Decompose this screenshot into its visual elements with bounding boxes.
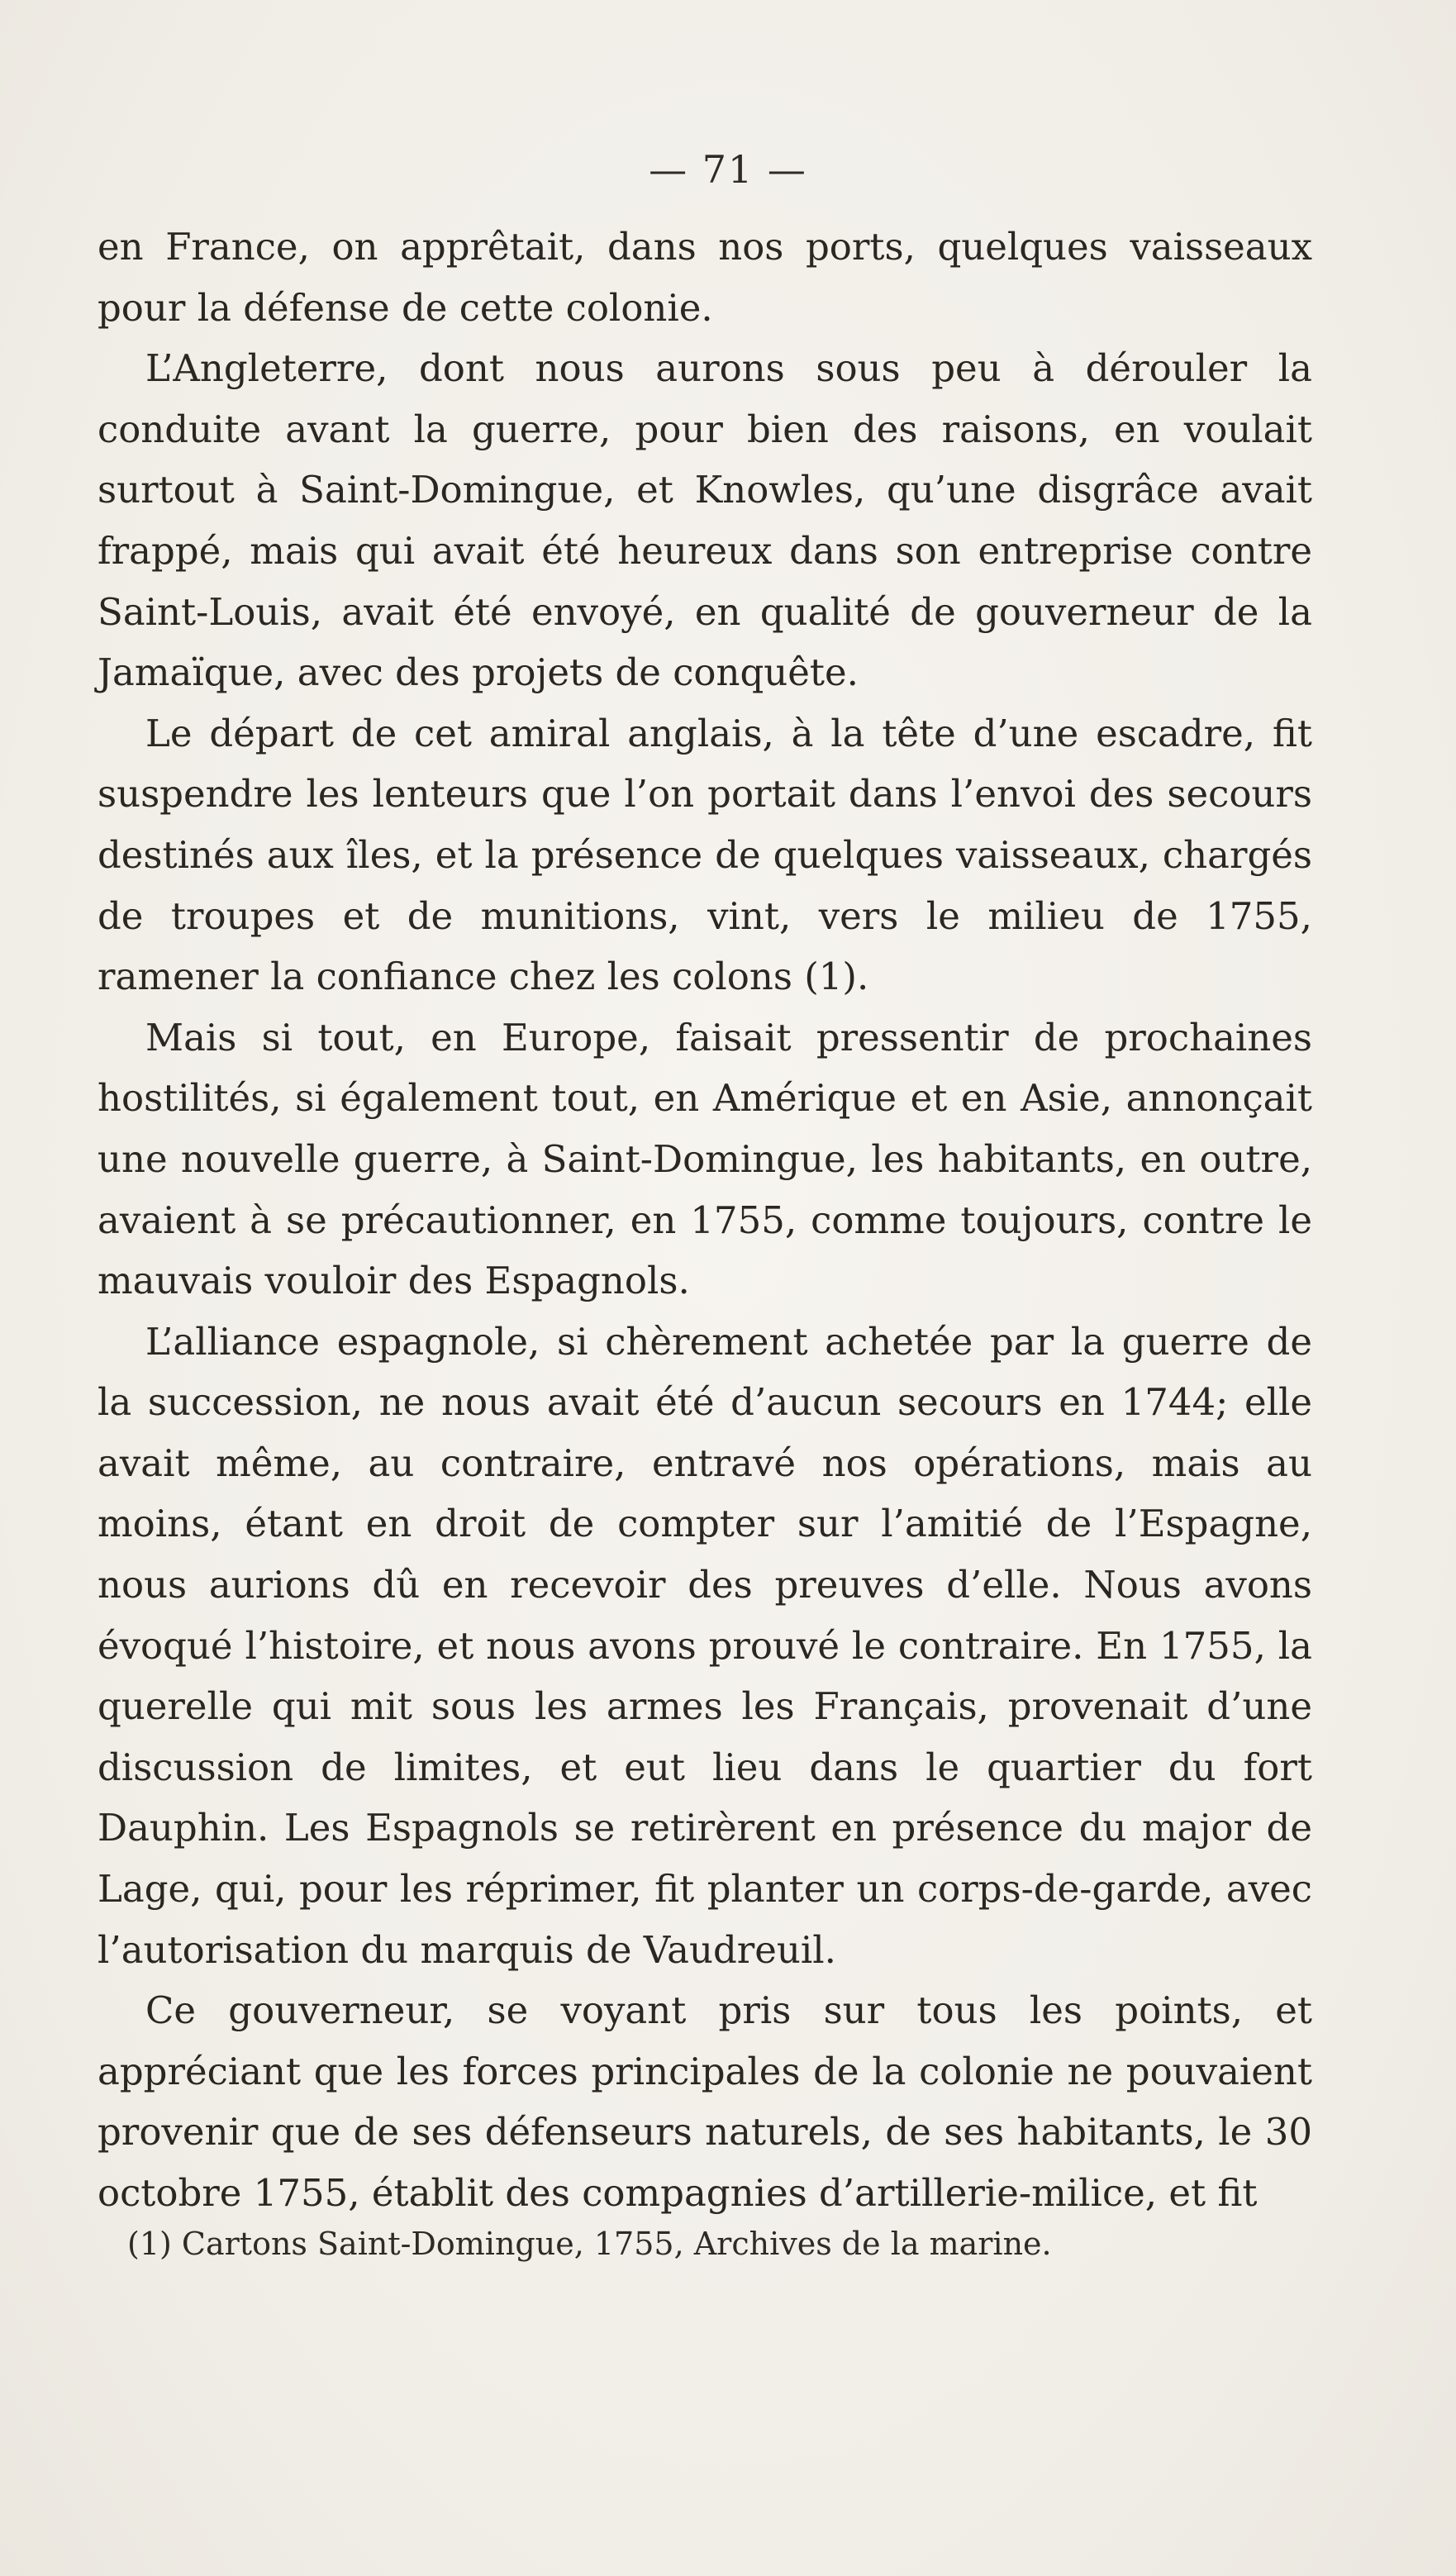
main-text [98, 217, 1312, 2224]
footnote: (1) Cartons Saint-Domingue, 1755, Archives de la marine. [127, 2226, 1052, 2262]
page-number: — 71 — [649, 147, 807, 192]
paragraph-4: Mais si tout, en Europe, faisait pressentir de prochaines hostilités, si également tout, en Amérique et en Asie, annonçait une nouvelle guerre, à Saint-Domingue, les habitants, en outre, avaient à se précautionner, en 1755, comme toujours, contre le mauvais vouloir des Espagnols. [98, 1015, 1312, 1303]
paragraph-3: Le départ de cet amiral anglais, à la tête d’une escadre, fit suspendre les lenteurs que l’on portait dans l’envoi des secours destinés aux îles, et la présence de quelques vaisseaux, chargés de troupes et de munitions, vint, vers le milieu de 1755, ramener la confiance chez les colons (1). [98, 711, 1312, 999]
paragraph-6: Ce gouverneur, se voyant pris sur tous les points, et appréciant que les forces principales de la colonie ne pouvaient provenir que de ses défenseurs naturels, de ses habitants, le 30 octobre 1755, établit des compagnies d’artillerie-milice, et fit [98, 1988, 1312, 2215]
paragraph-1: en France, on apprêtait, dans nos ports, quelques vaisseaux pour la défense de cette colonie. [98, 225, 1312, 330]
paragraph-2: L’Angleterre, dont nous aurons sous peu à dérouler la conduite avant la guerre, pour bien des raisons, en voulait surtout à Saint-Domingue, et Knowles, qu’une disgrâce avait frappé, mais qui avait été heureux dans son entreprise contre Saint-Louis, avait été envoyé, en qualité de gouverneur de la Jamaïque, avec des projets de conquête. [98, 346, 1312, 695]
paragraph-5: L’alliance espagnole, si chèrement achetée par la guerre de la succession, ne nous avait été d’aucun secours en 1744; elle avait même, au contraire, entravé nos opérations, mais au moins, étant en droit de compter sur l’amitié de l’Espagne, nous aurions dû en recevoir des preuves d’elle. Nous avons évoqué l’histoire, et nous avons prouvé le contraire. En 1755, la querelle qui mit sous les armes les Français, provenait d’une discussion de limites, et eut lieu dans le quartier du fort Dauphin. Les Espagnols se retirèrent en présence du major de Lage, qui, pour les réprimer, fit planter un corps-de-garde, avec l’autorisation du marquis de Vaudreuil. [98, 1319, 1312, 1972]
